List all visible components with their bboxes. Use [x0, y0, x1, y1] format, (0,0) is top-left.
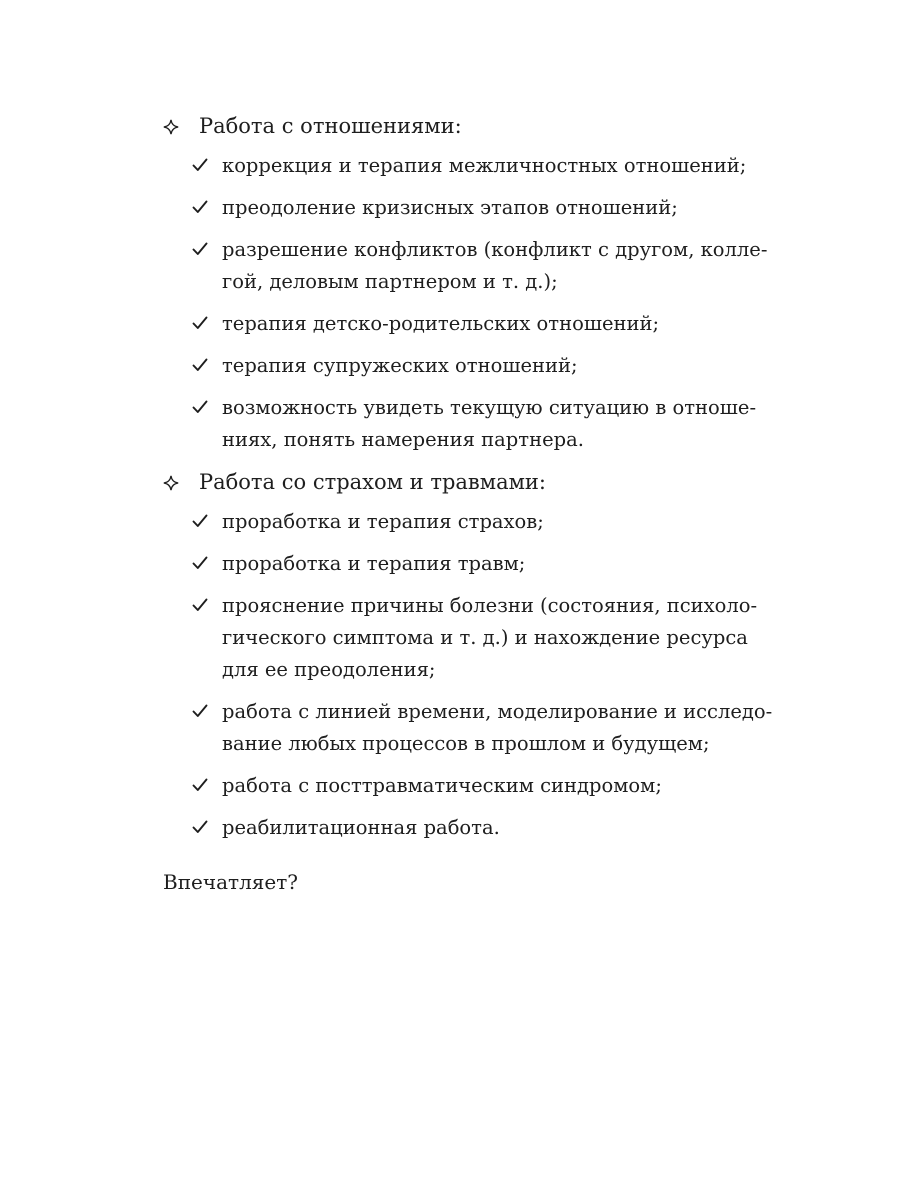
- four-point-star-icon: [163, 475, 179, 491]
- bullet-list: [163, 150, 773, 456]
- list-item-text: терапия супружеских отношений;: [222, 354, 578, 377]
- checkmark-icon: [192, 400, 208, 414]
- section-heading-text: Работа с отношениями:: [199, 114, 462, 138]
- list-item-text: терапия детско-родительских отношений;: [222, 312, 660, 335]
- checkmark-icon: [192, 316, 208, 330]
- list-item-text: проработка и терапия травм;: [222, 552, 526, 575]
- section-heading: [163, 110, 773, 142]
- checkmark-icon: [192, 556, 208, 570]
- list-item: [163, 506, 773, 538]
- list-item: [163, 150, 773, 182]
- list-item-text: проработка и терапия страхов;: [222, 510, 544, 533]
- list-item: [163, 770, 773, 802]
- checkmark-icon: [192, 704, 208, 718]
- checkmark-icon: [192, 598, 208, 612]
- list-item-text: работа с посттравматическим синдромом;: [222, 774, 662, 797]
- checkmark-icon: [192, 820, 208, 834]
- list-item: [163, 350, 773, 382]
- list-item-text: разрешение конфликтов (конфликт с другом, колле-гой, деловым партнером и т. д.);: [222, 238, 768, 293]
- checkmark-icon: [192, 158, 208, 172]
- checkmark-icon: [192, 242, 208, 256]
- section-heading: [163, 466, 773, 498]
- checkmark-icon: [192, 200, 208, 214]
- section-relationships: [163, 110, 773, 456]
- list-item: [163, 308, 773, 340]
- list-item-text: коррекция и терапия межличностных отношений;: [222, 154, 747, 177]
- list-item: [163, 696, 773, 760]
- list-item: [163, 392, 773, 456]
- four-point-star-icon: [163, 119, 179, 135]
- checkmark-icon: [192, 514, 208, 528]
- section-heading-text: Работа со страхом и травмами:: [199, 470, 547, 494]
- list-item-text: преодоление кризисных этапов отношений;: [222, 196, 678, 219]
- bullet-list: [163, 506, 773, 844]
- list-item-text: работа с линией времени, моделирование и исследо-вание любых процессов в прошлом и будущем;: [222, 700, 773, 755]
- list-item: [163, 234, 773, 298]
- list-item: [163, 590, 773, 686]
- list-item-text: прояснение причины болезни (состояния, психоло-гического симптома и т. д.) и нахождение ресурса для ее преодоления;: [222, 594, 758, 681]
- list-item: [163, 812, 773, 844]
- section-fears-traumas: [163, 466, 773, 844]
- page-content: [163, 110, 773, 918]
- checkmark-icon: [192, 358, 208, 372]
- list-item: [163, 548, 773, 580]
- list-item-text: реабилитационная работа.: [222, 816, 500, 839]
- checkmark-icon: [192, 778, 208, 792]
- list-item-text: возможность увидеть текущую ситуацию в отноше-ниях, понять намерения партнера.: [222, 396, 757, 451]
- closing-question: Впечатляет?: [163, 870, 299, 894]
- list-item: [163, 192, 773, 224]
